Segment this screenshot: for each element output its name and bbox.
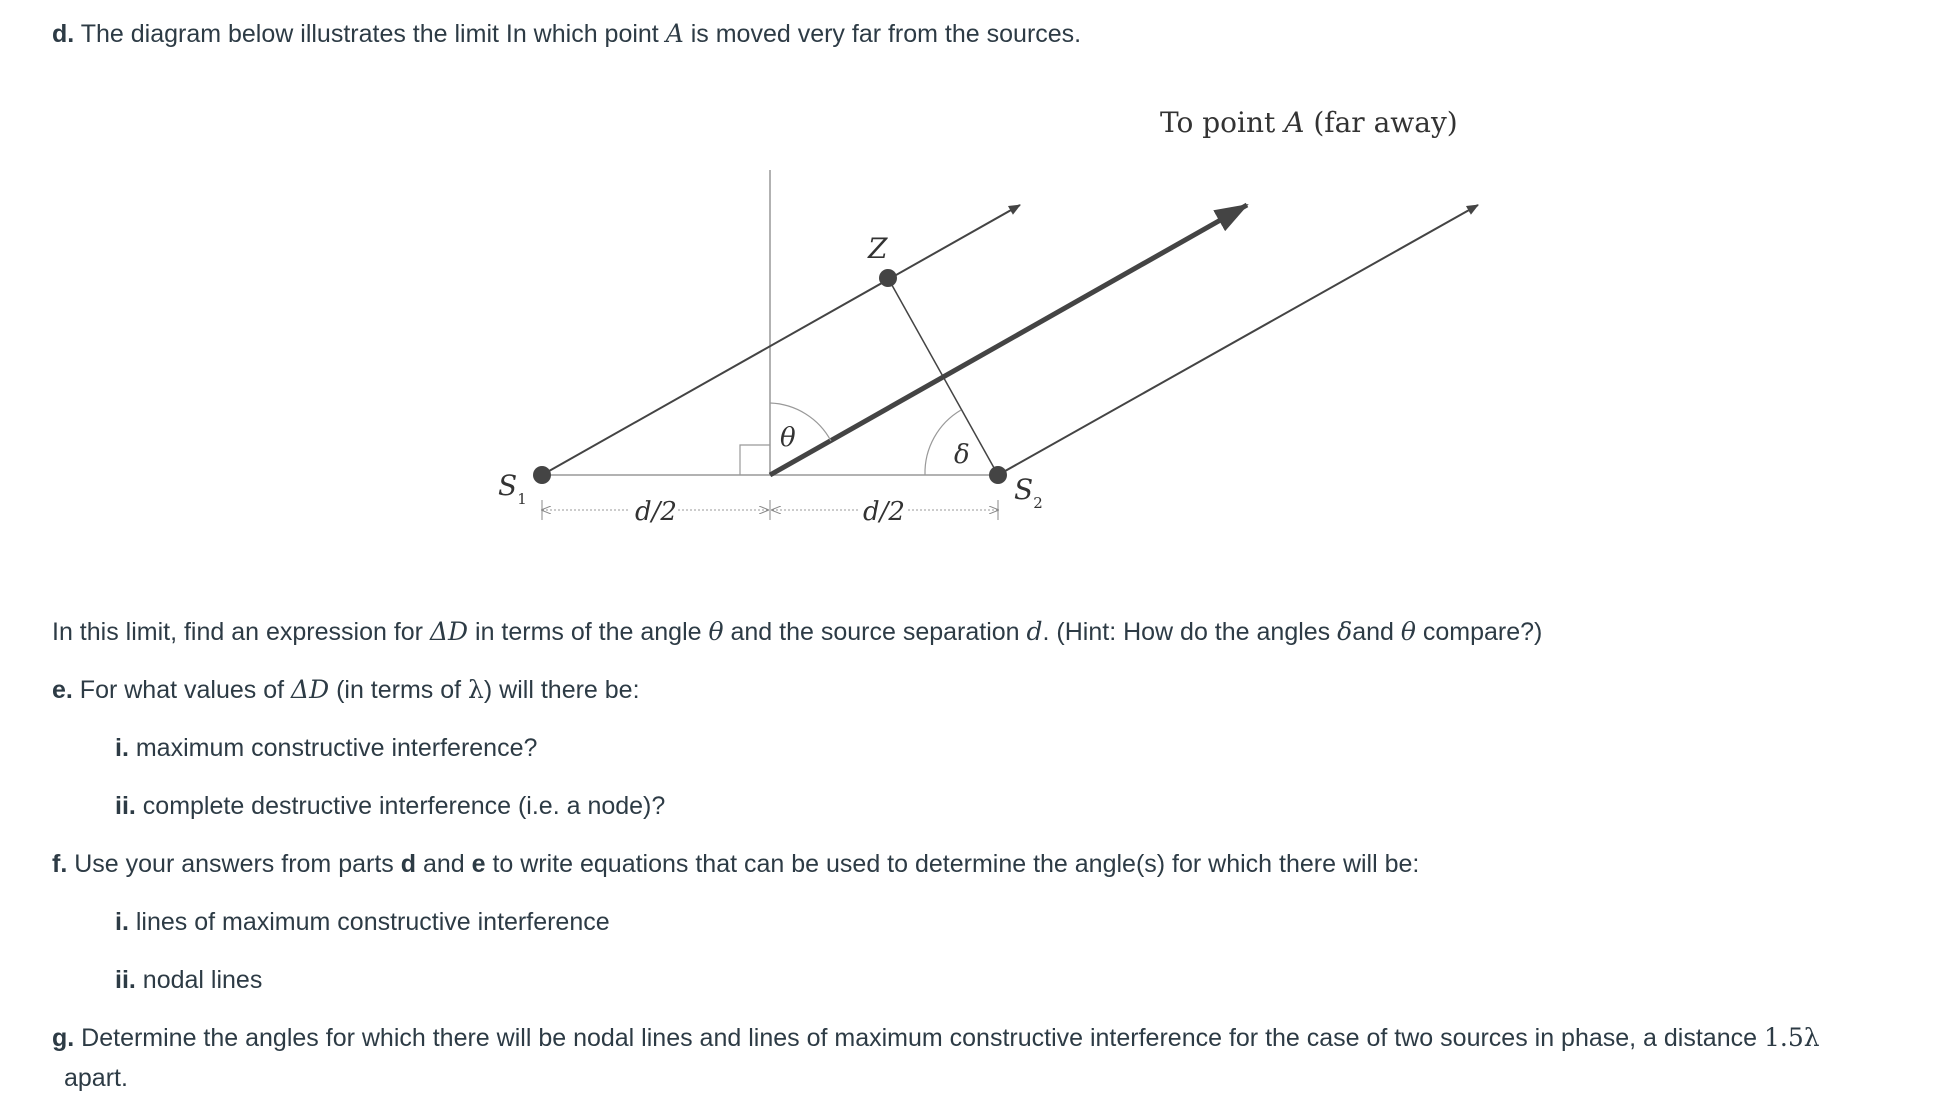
right-angle-mark	[740, 445, 770, 475]
label-theta: θ	[780, 423, 796, 453]
center-ray	[770, 205, 1247, 475]
part-f-item-i: i. lines of maximum constructive interference	[115, 908, 610, 936]
label-half-d-left: d/2	[635, 497, 677, 527]
part-f-item-ii: ii. nodal lines	[115, 966, 263, 994]
limit-question: In this limit, find an expression for ΔD in terms of the angle θ and the source separation d. (Hint: How do the angles δand θ compare?)	[52, 617, 1543, 646]
part-g-label: g.	[52, 1024, 75, 1052]
part-g-text-continued: apart.	[64, 1064, 128, 1092]
part-d-text: d. The diagram below illustrates the limit In which point A is moved very far from the sources.	[52, 19, 1082, 48]
interference-diagram	[480, 90, 1500, 550]
part-g-text: g. Determine the angles for which there will be nodal lines and lines of maximum constructive interference for the case of two sources in phase, a distance 1.5λ	[52, 1023, 1820, 1052]
ray-from-s2	[998, 205, 1478, 475]
source-s2-dot	[989, 466, 1007, 484]
label-s1: $S_1$	[498, 469, 527, 508]
label-delta: δ	[954, 440, 970, 470]
part-e-text: e. For what values of ΔD (in terms of λ) will there be:	[52, 675, 640, 704]
part-e-item-i: i. maximum constructive interference?	[115, 734, 538, 762]
point-z-dot	[879, 269, 897, 287]
z-to-s2-segment	[888, 278, 998, 475]
label-z: Z	[868, 232, 888, 265]
label-s2: $S_2$	[1014, 473, 1043, 512]
part-f-text: f. Use your answers from parts d and e to write equations that can be used to determine the angle(s) for which there will be:	[52, 850, 1420, 878]
label-half-d-right: d/2	[863, 497, 905, 527]
part-f-label: f.	[52, 850, 68, 878]
part-d-label: d.	[52, 20, 75, 48]
source-s1-dot	[533, 466, 551, 484]
part-e-label: e.	[52, 676, 73, 704]
to-point-a-label: To point A (far away)	[1160, 106, 1458, 139]
part-e-item-ii: ii. complete destructive interference (i.e. a node)?	[115, 792, 666, 820]
